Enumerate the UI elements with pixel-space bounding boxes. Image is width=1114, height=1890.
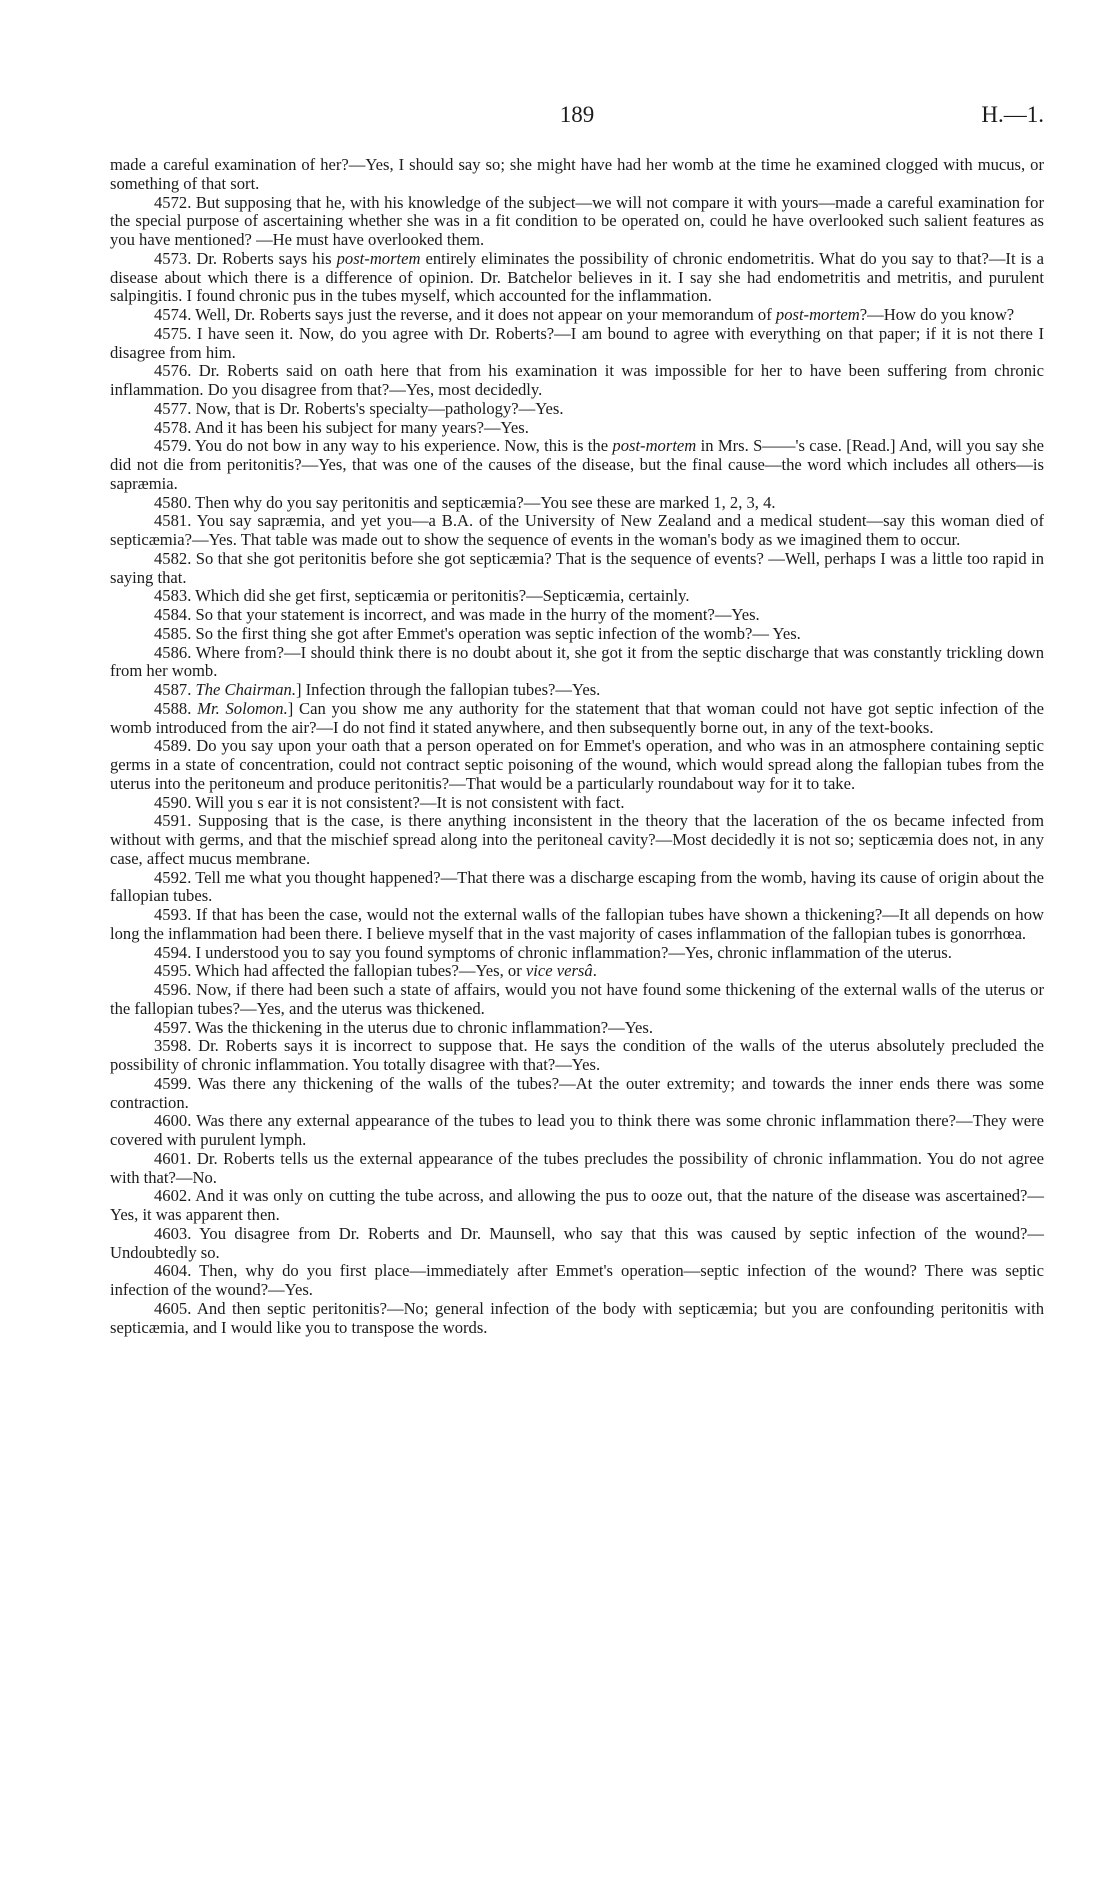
testimony-paragraph: 4580. Then why do you say peritonitis and septicæmia?—You see these are marked 1, 2, 3, 4.: [154, 492, 776, 512]
page-header: [110, 102, 1044, 136]
testimony-paragraph: 4587. The Chairman.] Infection through the fallopian tubes?—Yes.: [154, 680, 601, 699]
testimony-paragraph: 4591. Supposing that is the case, is there anything inconsistent in the theory that the laceration of the os became infected from without with germs, and that the mischief spread along into the peritoneal cavity?—Most decidedly it is not so; septicæmia does not, in any case, affect mucus membrane.: [110, 811, 1044, 868]
testimony-paragraph: 3598. Dr. Roberts says it is incorrect to suppose that. He says the condition of the walls of the uterus absolutely precluded the possibility of chronic inflammation. You totally disagree with that?—Yes.: [110, 1036, 1044, 1074]
testimony-paragraph: 4584. So that your statement is incorrect, and was made in the hurry of the moment?—Yes.: [154, 605, 760, 624]
testimony-paragraph: 4589. Do you say upon your oath that a person operated on for Emmet's operation, and who was in an atmosphere containing septic germs in a state of concentration, could not contract septic poisoning of the wound, which would spread along the fallopian tubes from the uterus into the peritoneum and produce peritonitis?—That would be a particularly roundabout way for it to take.: [110, 736, 1044, 793]
testimony-paragraph: 4600. Was there any external appearance of the tubes to lead you to think there was some chronic inflammation there?—They were covered with purulent lymph.: [110, 1111, 1044, 1149]
testimony-paragraph: 4585. So the first thing she got after Emmet's operation was septic infection of the womb?— Yes.: [154, 623, 801, 643]
testimony-paragraph: 4602. And it was only on cutting the tube across, and allowing the pus to ooze out, that the nature of the disease was ascertained?—Yes, it was apparent then.: [110, 1186, 1044, 1224]
testimony-paragraph: 4581. You say sapræmia, and yet you—a B.A. of the University of New Zealand and a medical student—say this woman died of septicæmia?—Yes. That table was made out to show the sequence of events in the woman's body as we imagined them to occur.: [110, 511, 1044, 549]
testimony-paragraph: 4582. So that she got peritonitis before she got septicæmia? That is the sequence of events? —Well, perhaps I was a little too rapid in saying that.: [110, 548, 1044, 587]
testimony-paragraph: 4601. Dr. Roberts tells us the external appearance of the tubes precludes the possibility of chronic inflammation. You do not agree with that?—No.: [110, 1148, 1044, 1187]
testimony-paragraph: 4603. You disagree from Dr. Roberts and Dr. Maunsell, who say that this was caused by septic infection of the wound?—Undoubtedly so.: [110, 1223, 1044, 1262]
testimony-paragraph: 4597. Was the thickening in the uterus due to chronic inflammation?—Yes.: [154, 1017, 654, 1037]
testimony-paragraph: 4605. And then septic peritonitis?—No; general infection of the body with septicæmia; but you are confounding peritonitis with septicæmia, and I would like you to transpose the words.: [110, 1298, 1044, 1337]
testimony-paragraph: 4596. Now, if there had been such a state of affairs, would you not have found some thickening of the external walls of the uterus or the fallopian tubes?—Yes, and the uterus was thickened.: [110, 980, 1044, 1018]
transcript-body: [110, 156, 1044, 1337]
testimony-paragraph: 4595. Which had affected the fallopian tubes?—Yes, or vice versâ.: [154, 961, 597, 981]
page-number: 189: [559, 102, 595, 127]
testimony-paragraph: 4588. Mr. Solomon.] Can you show me any authority for the statement that that woman could not have got septic infection of the womb introduced from the air?—I do not find it stated anywhere, and then subsequently borne out, in any of the text-books.: [110, 698, 1044, 737]
testimony-paragraph: 4576. Dr. Roberts said on oath here that from his examination it was impossible for her to have been suffering from chronic inflammation. Do you disagree from that?—Yes, most decidedly.: [110, 361, 1044, 399]
testimony-paragraph: 4586. Where from?—I should think there is no doubt about it, she got it from the septic discharge that was constantly trickling down from her womb.: [110, 642, 1044, 681]
testimony-paragraph: 4575. I have seen it. Now, do you agree with Dr. Roberts?—I am bound to agree with everything on that paper; if it is not there I disagree from him.: [110, 323, 1044, 362]
testimony-paragraph: 4577. Now, that is Dr. Roberts's specialty—pathology?—Yes.: [154, 398, 564, 418]
testimony-paragraph: 4572. But supposing that he, with his knowledge of the subject—we will not compare it with yours—made a careful examination for the special purpose of ascertaining whether she was in a fit condition to be operated on, could he have overlooked such salient features as you have mentioned? —He must have overlooked them.: [110, 192, 1044, 249]
testimony-paragraph: 4593. If that has been the case, would not the external walls of the fallopian tubes have shown a thickening?—It all depends on how long the inflammation had been there. I believe myself that in the vast majority of cases inflammation of the fallopian tubes is gonorrhœa.: [110, 905, 1044, 943]
testimony-paragraph: 4604. Then, why do you first place—immediately after Emmet's operation—septic infection of the wound? There was septic infection of the wound?—Yes.: [110, 1261, 1044, 1299]
document-reference: H.—1.: [981, 102, 1044, 127]
testimony-paragraph: 4573. Dr. Roberts says his post-mortem entirely eliminates the possibility of chronic endometritis. What do you say to that?—It is a disease about which there is a difference of opinion. Dr. Batchelor believes in it. I say she had endometritis and metritis, and purulent salpingitis. I found chronic pus in the tubes myself, which accounted for the inflammation.: [110, 248, 1044, 306]
testimony-paragraph: 4583. Which did she get first, septicæmia or peritonitis?—Septicæmia, certainly.: [154, 586, 690, 606]
testimony-paragraph: 4599. Was there any thickening of the walls of the tubes?—At the outer extremity; and towards the inner ends there was some contraction.: [110, 1073, 1044, 1112]
testimony-paragraph: 4594. I understood you to say you found symptoms of chronic inflammation?—Yes, chronic inflammation of the uterus.: [154, 942, 952, 962]
testimony-paragraph: 4590. Will you s ear it is not consistent?—It is not consistent with fact.: [154, 792, 625, 812]
testimony-paragraph: 4579. You do not bow in any way to his experience. Now, this is the post-mortem in Mrs. S——'s case. [Read.] And, will you say she did not die from peritonitis?—Yes, that was one of the causes of the disease, but the final cause—the word which includes all others—is sapræmia.: [110, 436, 1044, 493]
testimony-paragraph: made a careful examination of her?—Yes, I should say so; she might have had her womb at the time he examined clogged with mucus, or something of that sort.: [110, 155, 1044, 193]
testimony-paragraph: 4578. And it has been his subject for many years?—Yes.: [154, 417, 529, 437]
testimony-paragraph: 4574. Well, Dr. Roberts says just the reverse, and it does not appear on your memorandum of post-mortem?—How do you know?: [154, 305, 1015, 324]
testimony-paragraph: 4592. Tell me what you thought happened?—That there was a discharge escaping from the womb, having its cause of origin about the fallopian tubes.: [110, 867, 1044, 906]
